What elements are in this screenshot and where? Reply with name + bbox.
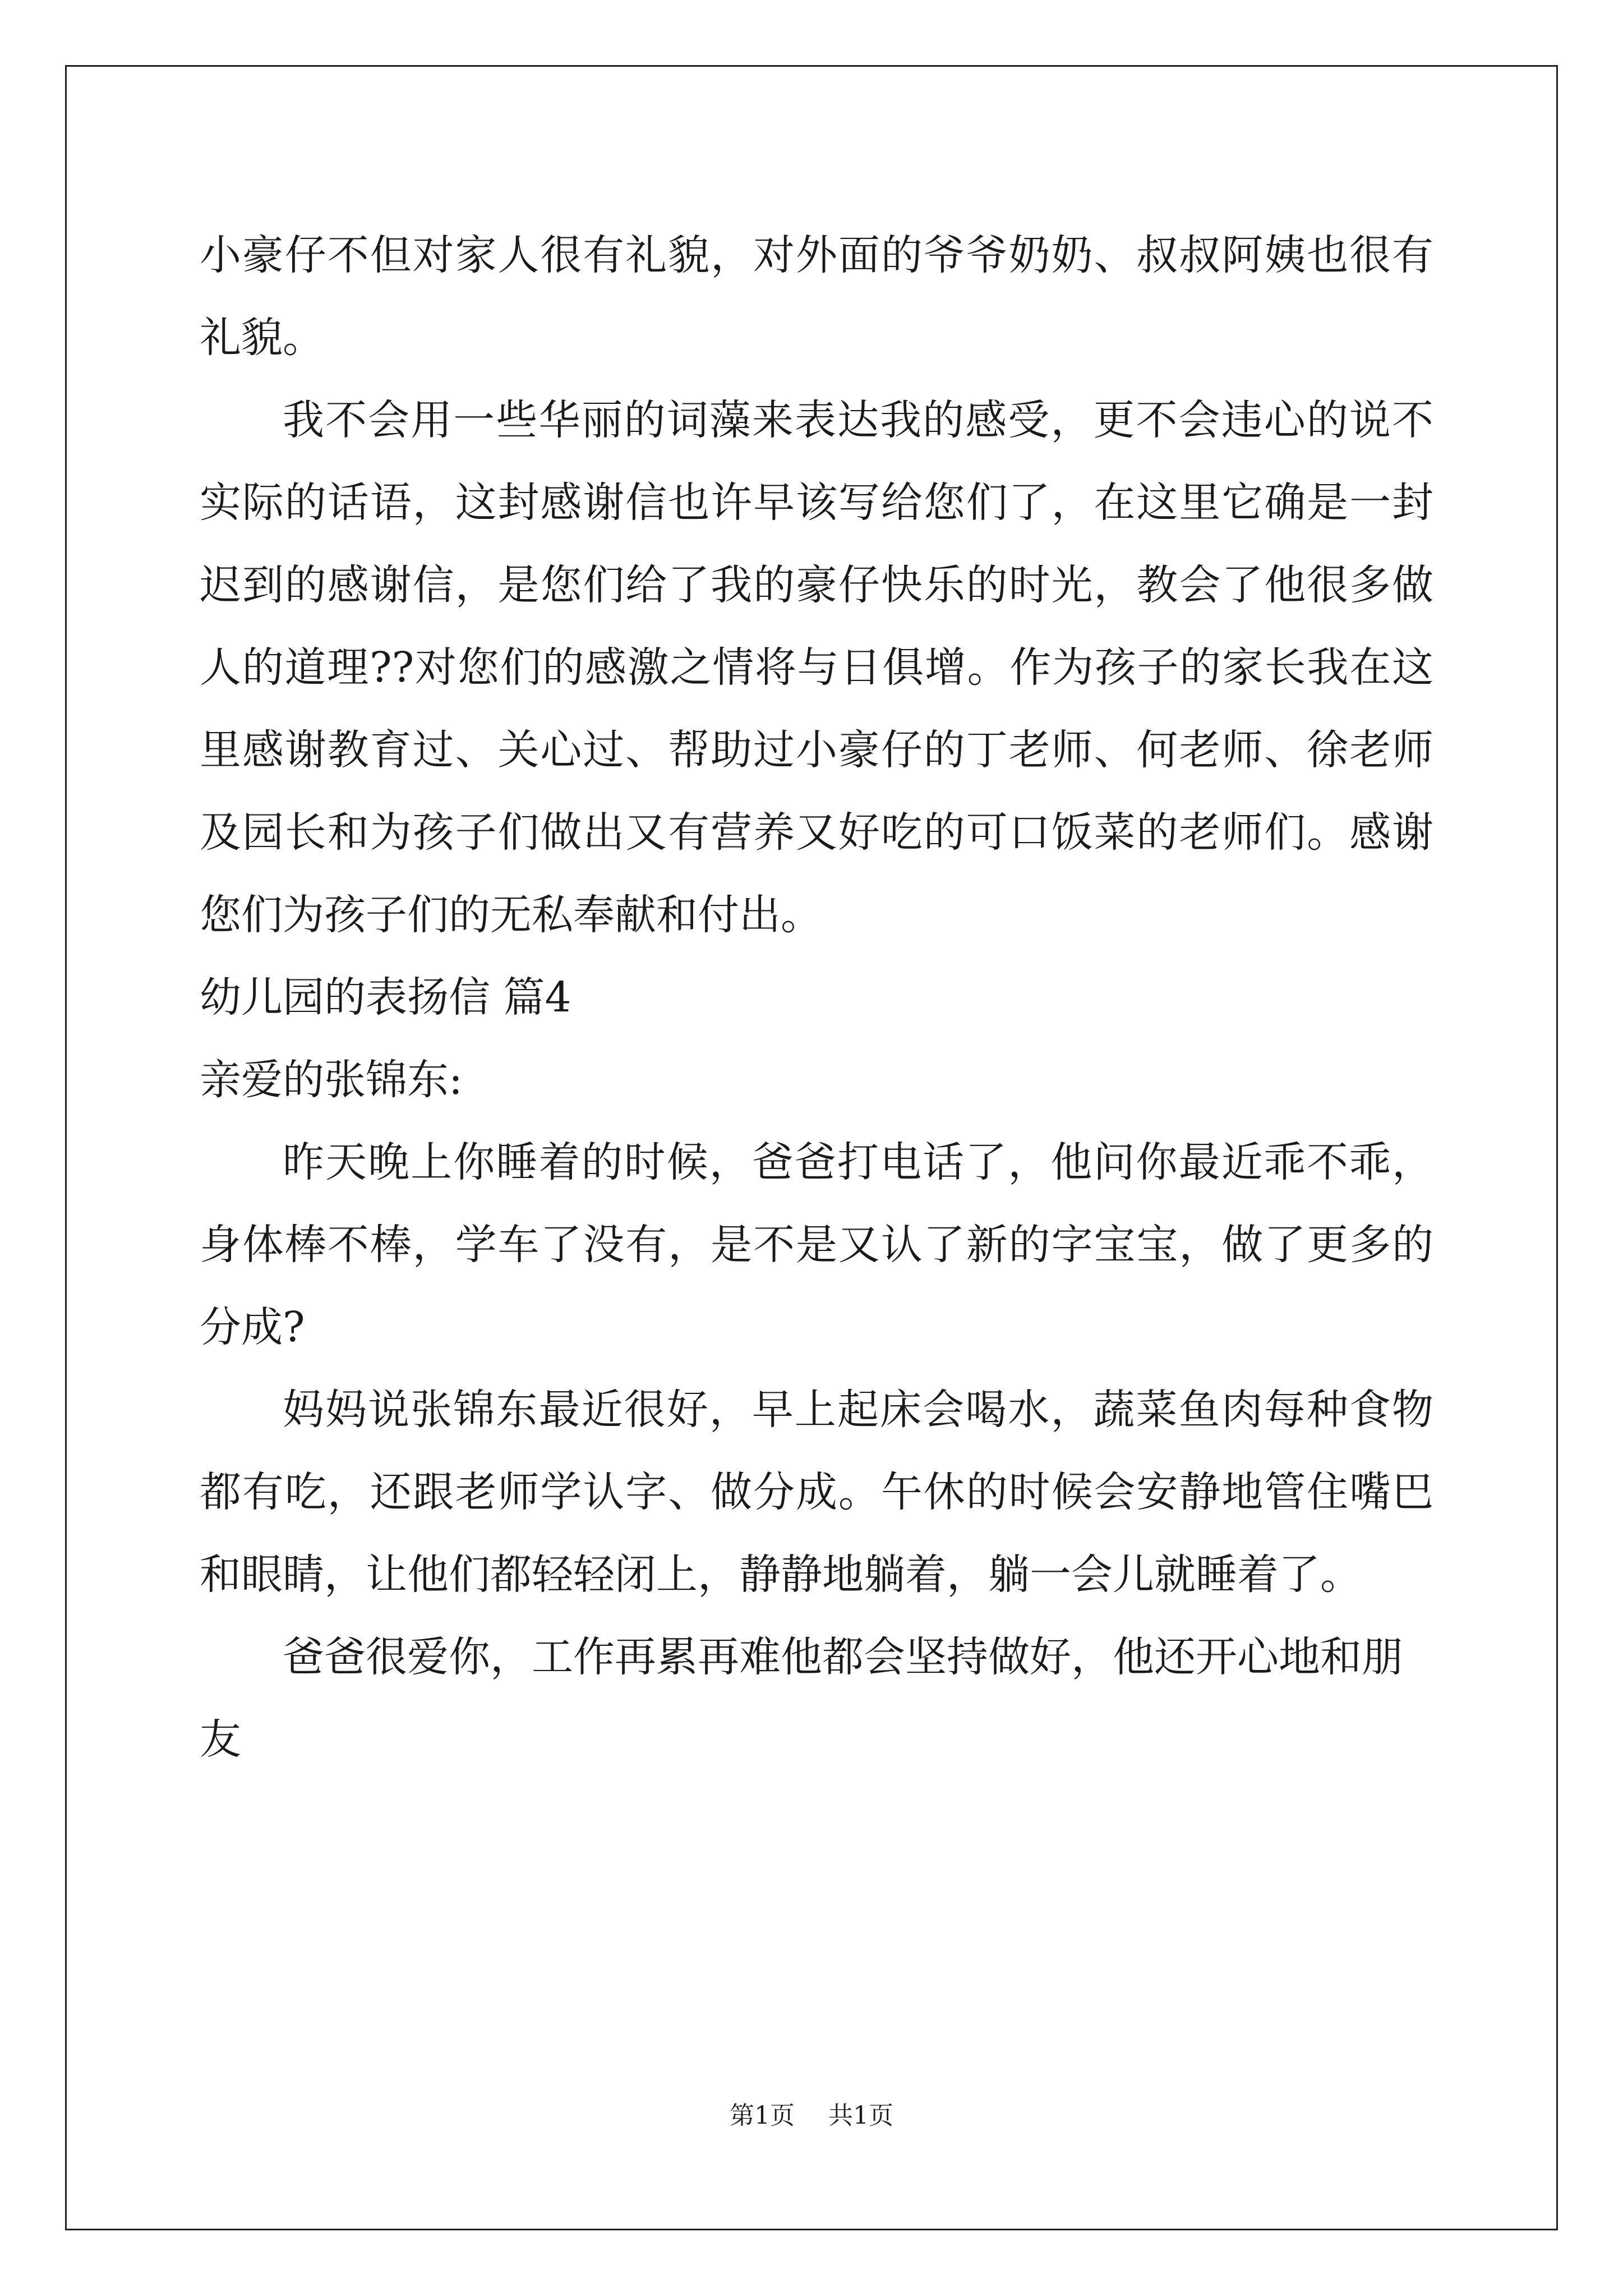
page-total: 共1页 [828,2101,893,2130]
paragraph-2: 我不会用一些华丽的词藻来表达我的感受，更不会违心的说不实际的话语，这封感谢信也许早该写给您们了，在这里它确是一封迟到的感谢信，是您们给了我的豪仔快乐的时光，教会了他很多做人的道理??对您们的感激之情将与日俱增。作为孩子的家长我在这里感谢教育过、关心过、帮助过小豪仔的丁老师、何老师、徐老师及园长和为孩子们做出又有营养又好吃的可口饭菜的老师们。感谢您们为孩子们的无私奉献和付出。 [200,396,1433,939]
paragraph-1: 小豪仔不但对家人很有礼貌，对外面的爷爷奶奶、叔叔阿姨也很有礼貌。 [200,231,1433,362]
section-heading: 幼儿园的表扬信 篇4 [200,973,571,1022]
page-number: 第1页 [730,2101,795,2130]
paragraph-4: 妈妈说张锦东最近很好，早上起床会喝水，蔬菜鱼肉每种食物都有吃，还跟老师学认字、做分成。午休的时候会安静地管住嘴巴和眼睛，让他们都轻轻闭上，静静地躺着，躺一会儿就睡着了。 [200,1386,1433,1599]
paragraph-3: 昨天晚上你睡着的时候，爸爸打电话了，他问你最近乖不乖，身体棒不棒，学车了没有，是不是又认了新的字宝宝，做了更多的分成? [200,1138,1433,1351]
document-body [200,214,1433,1781]
salutation: 亲爱的张锦东: [200,1056,463,1104]
page-footer [0,2095,1623,2131]
paragraph-5: 爸爸很爱你，工作再累再难他都会坚持做好，他还开心地和朋友 [200,1633,1403,1764]
